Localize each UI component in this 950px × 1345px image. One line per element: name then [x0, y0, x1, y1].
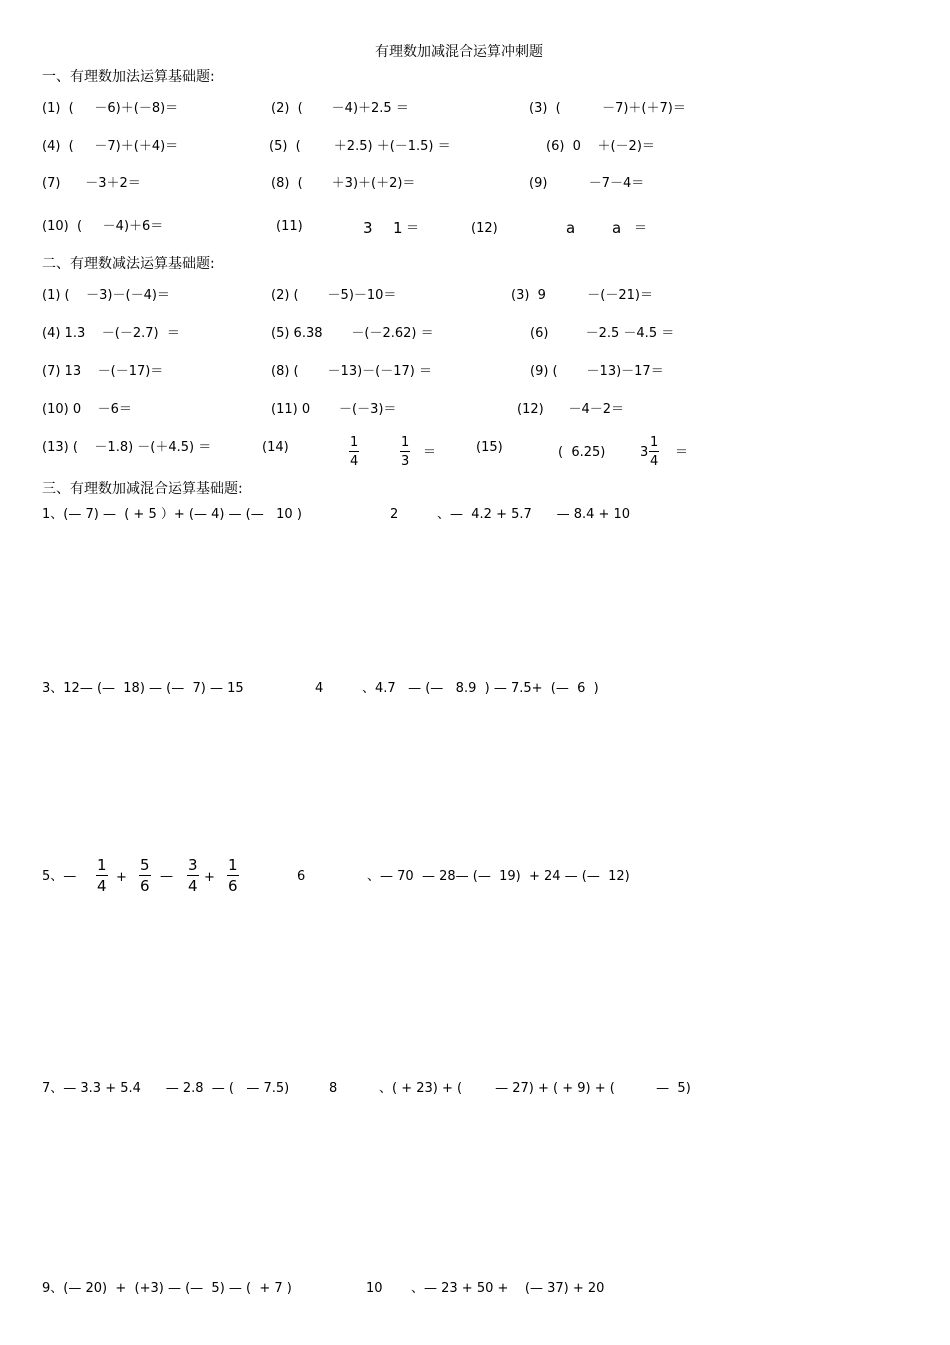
s2-q11: (11) 0 －(－3)＝ — [271, 402, 397, 417]
s2-q15-equals: ＝ — [675, 445, 689, 460]
s2-q4: (4) 1.3 －(－2.7) ＝ — [42, 326, 180, 341]
s1-q3: (3) ( －7)＋(＋7)＝ — [529, 101, 686, 116]
fraction-denominator: 4 — [350, 454, 359, 469]
fraction-numerator: 1 — [650, 435, 659, 450]
s3-problem-9: 9、(— 20) + (+3) — (— 5) — ( + 7 ) — [42, 1281, 292, 1296]
fraction-denominator: 4 — [97, 877, 107, 895]
fraction-denominator: 3 — [401, 454, 410, 469]
s3-problem-5-lead: 5、— — [42, 869, 77, 884]
s3-problem-5-op3: + — [204, 870, 215, 885]
s2-q15-fraction — [649, 436, 659, 468]
s3-problem-4: 、4.7 — (— 8.9 ) — 7.5+ (— 6 ) — [362, 681, 599, 696]
fraction-numerator: 1 — [228, 856, 238, 874]
fraction-numerator: 1 — [401, 435, 410, 450]
s3-problem-6-number: 6 — [297, 869, 306, 884]
s3-problem-7: 7、— 3.3 + 5.4 — 2.8 — ( — 7.5) — [42, 1081, 290, 1096]
s1-q9: (9) －7－4＝ — [529, 176, 645, 191]
s2-q1: (1) ( －3)－(－4)＝ — [42, 288, 170, 303]
s2-q15-label: (15) — [476, 440, 503, 455]
s1-q12-label: (12) — [471, 221, 498, 236]
s3-problem-5-fraction4 — [227, 858, 239, 894]
s3-problem-4-number: 4 — [315, 681, 324, 696]
fraction-denominator: 6 — [228, 877, 238, 895]
s3-problem-8-number: 8 — [329, 1081, 338, 1096]
fraction-denominator: 6 — [140, 877, 150, 895]
s2-q10: (10) 0 －6＝ — [42, 402, 132, 417]
s2-q13: (13) ( －1.8) －(＋4.5) ＝ — [42, 440, 212, 455]
s2-q14-fraction1 — [349, 436, 359, 468]
s2-q14-label: (14) — [262, 440, 289, 455]
s1-q12-part2: a — [612, 219, 622, 237]
s2-q15-whole: 3 — [640, 445, 649, 460]
s2-q2: (2) ( －5)－10＝ — [271, 288, 397, 303]
s1-q2: (2) ( －4)＋2.5 ＝ — [271, 101, 409, 116]
s1-q7: (7) －3＋2＝ — [42, 176, 141, 191]
s3-problem-5-op1: + — [116, 870, 127, 885]
section3-heading: 三、有理数加减混合运算基础题: — [42, 481, 243, 497]
s1-q5: (5) ( ＋2.5) ＋(－1.5) ＝ — [269, 139, 451, 154]
s3-problem-3: 3、12— (— 18) — (— 7) — 15 — [42, 681, 244, 696]
s3-problem-1: 1、(— 7) — ( + 5 ）+ (— 4) — (— 10 ) — [42, 507, 302, 522]
section2-heading: 二、有理数减法运算基础题: — [42, 256, 215, 272]
section1-heading: 一、有理数加法运算基础题: — [42, 69, 215, 85]
page-title: 有理数加减混合运算冲刺题 — [375, 44, 543, 60]
s1-q11-part1: 3 — [363, 219, 373, 237]
fraction-numerator: 5 — [140, 856, 150, 874]
s2-q5: (5) 6.38 －(－2.62) ＝ — [271, 326, 434, 341]
s3-problem-10-number: 10 — [366, 1281, 383, 1296]
s1-q8: (8) ( ＋3)＋(＋2)＝ — [271, 176, 416, 191]
s3-problem-5-fraction2 — [139, 858, 151, 894]
s3-problem-6: 、— 70 — 28— (— 19) + 24 — (— 12) — [367, 869, 630, 884]
s1-q4: (4) ( －7)＋(＋4)＝ — [42, 139, 179, 154]
s3-problem-2-number: 2 — [390, 507, 399, 522]
s3-problem-2: 、— 4.2 + 5.7 — 8.4 + 10 — [437, 507, 631, 522]
s3-problem-5-op2: — — [160, 869, 173, 884]
fraction-denominator: 4 — [188, 877, 198, 895]
s1-q11-label: (11) — [276, 219, 303, 234]
s2-q3: (3) 9 －(－21)＝ — [511, 288, 653, 303]
s1-q11-equals: ＝ — [406, 221, 420, 236]
s3-problem-5-fraction3 — [187, 858, 199, 894]
s2-q12: (12) －4－2＝ — [517, 402, 625, 417]
s1-q1: (1) ( －6)＋(－8)＝ — [42, 101, 179, 116]
s1-q12-equals: ＝ — [634, 221, 648, 236]
s1-q12-part1: a — [566, 219, 576, 237]
fraction-numerator: 1 — [350, 435, 359, 450]
s2-q14-equals: ＝ — [423, 445, 437, 460]
s2-q14-fraction2 — [400, 436, 410, 468]
fraction-numerator: 1 — [97, 856, 107, 874]
s2-q15-paren: ( 6.25) — [558, 445, 606, 460]
s2-q8: (8) ( －13)－(－17) ＝ — [271, 364, 432, 379]
fraction-denominator: 4 — [650, 454, 659, 469]
s2-q6: (6) －2.5 －4.5 ＝ — [530, 326, 675, 341]
s3-problem-10: 、— 23 + 50 + (— 37) + 20 — [411, 1281, 605, 1296]
s3-problem-8: 、( + 23) + ( — 27) + ( + 9) + ( — 5) — [379, 1081, 691, 1096]
s1-q6: (6) 0 ＋(－2)＝ — [546, 139, 655, 154]
s2-q7: (7) 13 －(－17)＝ — [42, 364, 164, 379]
fraction-numerator: 3 — [188, 856, 198, 874]
s3-problem-5-fraction1 — [96, 858, 108, 894]
s1-q11-part2: 1 — [393, 219, 403, 237]
s1-q10: (10) ( －4)＋6＝ — [42, 219, 164, 234]
s2-q9: (9) ( －13)－17＝ — [530, 364, 664, 379]
